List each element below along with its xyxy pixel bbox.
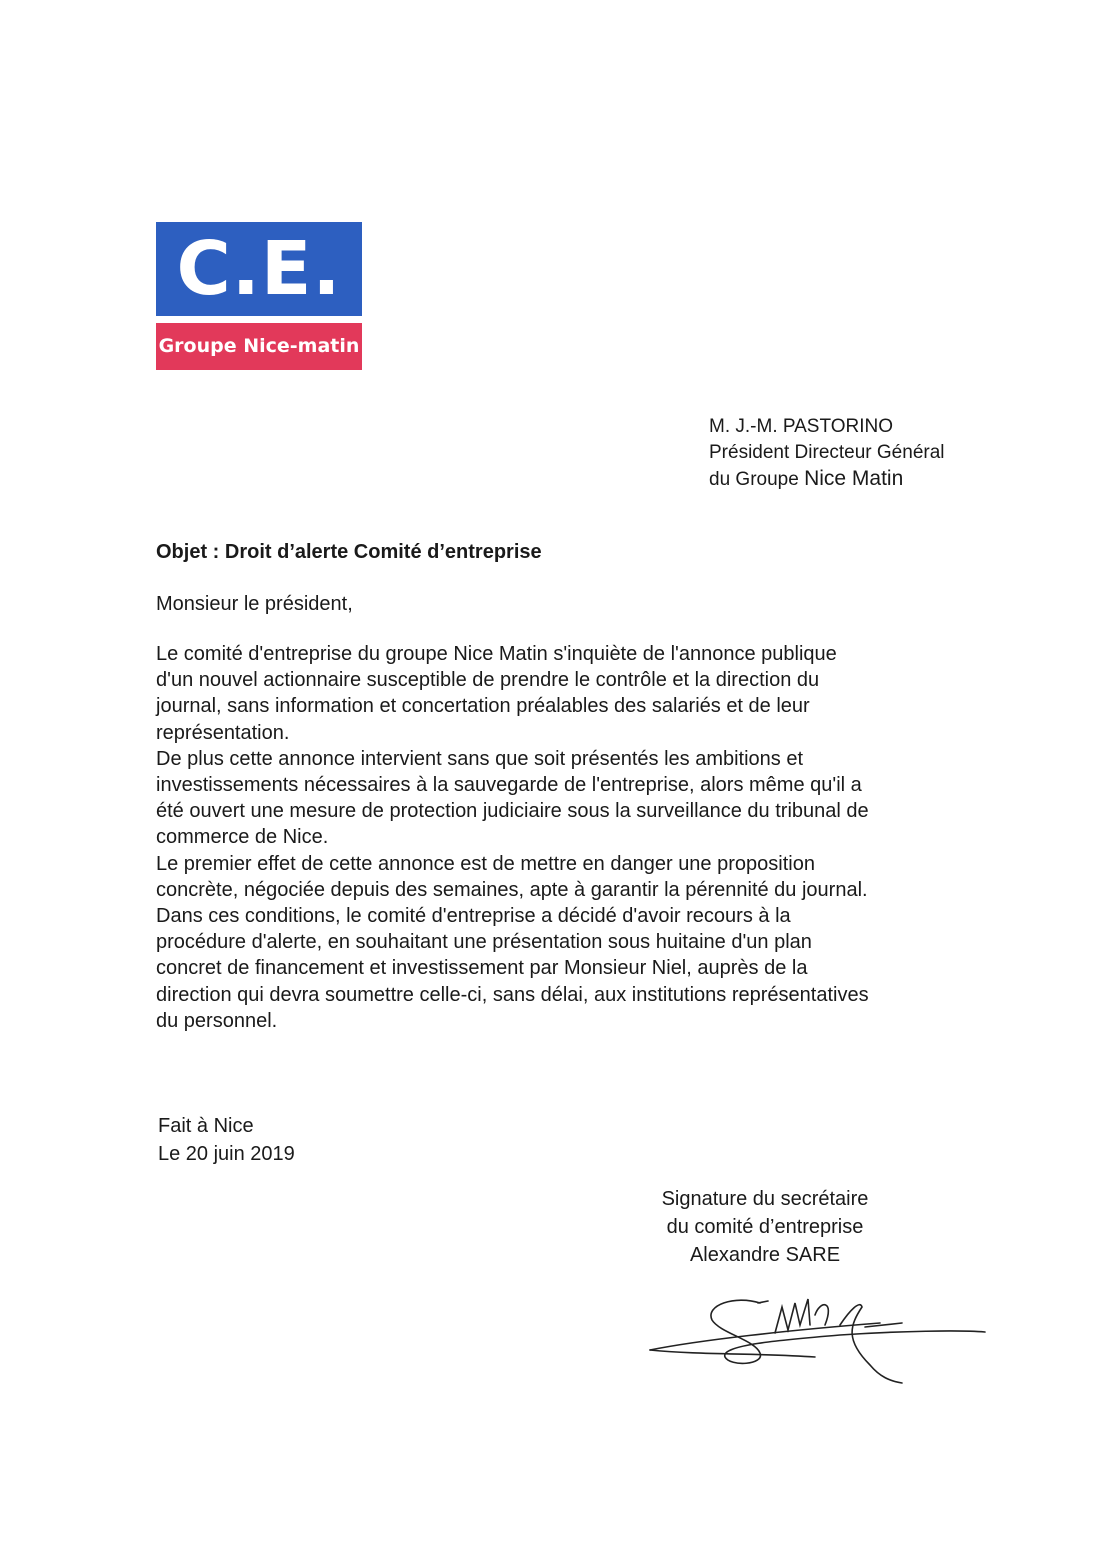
handwritten-signature-icon [640,1285,1000,1395]
signature-block [640,1185,890,1269]
ce-logo [156,222,362,370]
body-line: Le comité d'entreprise du groupe Nice Matin s'inquiète de l'annonce publique [156,643,837,665]
body-line: d'un nouvel actionnaire susceptible de prendre le contrôle et la direction du [156,669,820,692]
date: Le 20 juin 2019 [158,1143,295,1165]
recipient-org-prefix: du Groupe [709,469,799,490]
signatory-name: Alexandre SARE [689,1244,841,1266]
place-date [158,1112,295,1168]
recipient-org [709,466,945,493]
letter-subject: Objet : Droit d’alerte Comité d’entreprise [156,541,542,563]
body-line: procédure d'alerte, en souhaitant une présentation sous huitaine d'un plan [156,931,812,954]
recipient-org-name: Nice Matin [804,467,904,490]
signature-label-1: Signature du secrétaire [661,1188,869,1210]
body-line: commerce de Nice. [156,826,329,849]
body-line: concret de financement et investissement par Monsieur Niel, auprès de la [156,957,808,980]
body-line: investissements nécessaires à la sauvegarde de l'entreprise, alors même qu'il a [156,774,862,797]
body-line: représentation. [156,721,290,744]
recipient-address [709,414,945,493]
body-line: concrète, négociée depuis des semaines, apte à garantir la pérennité du journal. [156,878,868,901]
body-line: Le premier effet de cette annonce est de mettre en danger une proposition [156,852,815,875]
recipient-name: M. J.-M. PASTORINO [709,416,894,437]
letter-body [156,641,986,1034]
place: Fait à Nice [158,1115,254,1137]
body-line: Dans ces conditions, le comité d'entreprise a décidé d'avoir recours à la [156,905,791,928]
body-line: journal, sans information et concertation préalables des salariés et de leur [156,695,810,718]
body-line: du personnel. [156,1009,278,1032]
recipient-role: Président Directeur Général [709,442,945,463]
logo-title: C.E. [156,222,362,316]
salutation: Monsieur le président, [156,593,353,615]
body-line: direction qui devra soumettre celle-ci, sans délai, aux institutions représentatives [156,983,869,1006]
body-line: été ouvert une mesure de protection judiciaire sous la surveillance du tribunal de [156,800,869,823]
signature-label-2: du comité d’entreprise [666,1216,864,1238]
body-line: De plus cette annonce intervient sans que soit présentés les ambitions et [156,747,804,770]
logo-subtitle: Groupe Nice-matin [156,323,362,370]
